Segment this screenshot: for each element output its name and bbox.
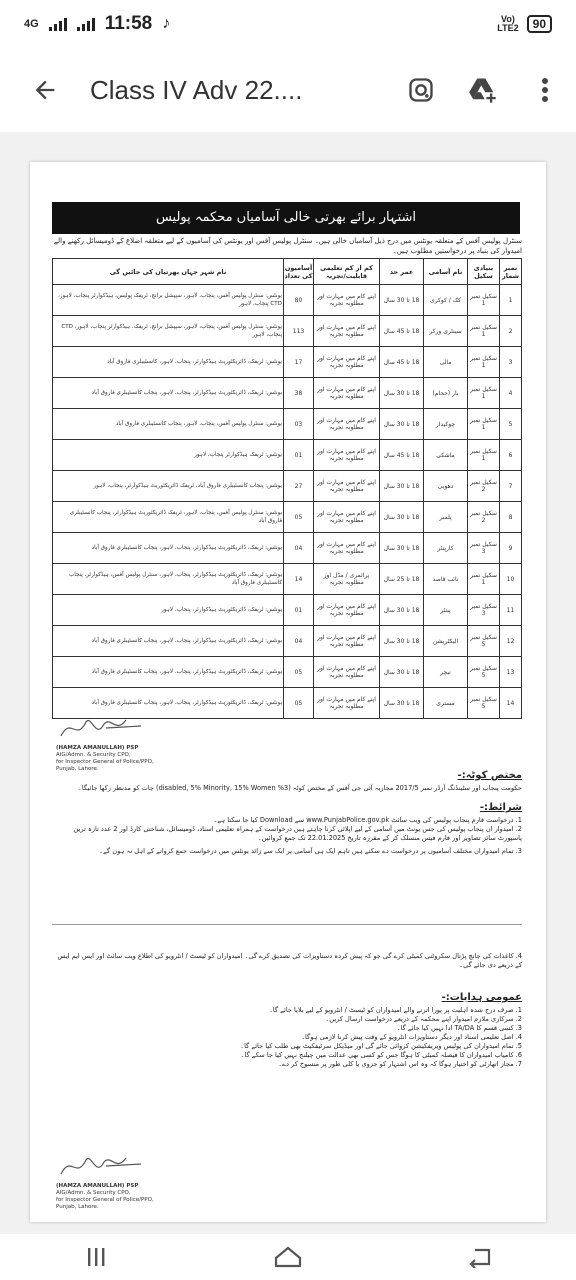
row-qualification: اپنے کام میں مہارت اور مطلوبہ تجربہ: [314, 409, 380, 440]
row-count: 27: [284, 471, 314, 502]
row-post: پینٹر: [424, 595, 468, 626]
row-stations: یونٹس: ٹریفک، ڈائریکٹوریٹ ہیڈکوارٹر، پنجاب، لاہور، پنجاب کانسٹیبلری فاروق آباد: [53, 626, 284, 657]
clock: 11:58: [104, 13, 153, 34]
more-options-button[interactable]: [514, 48, 576, 132]
row-stations: یونٹس: ٹریفک، ڈائریکٹوریٹ ہیڈکوارٹر، پنجاب، لاہور، پنجاب کانسٹیبلری فاروق آباد: [53, 688, 284, 719]
table-row: [53, 471, 522, 502]
col-count: آسامیوں کی تعداد: [284, 259, 314, 285]
row-age: 18 تا 30 سال: [380, 285, 424, 316]
general-2: 2. سرکاری ملازم امیدوار اپنے محکمہ کے ذریعے درخواست ارسال کریں۔: [325, 1015, 522, 1023]
back-button[interactable]: [0, 48, 90, 132]
row-sr: 14: [500, 688, 522, 719]
row-sr: 10: [500, 564, 522, 595]
table-header-row: [53, 259, 522, 285]
general-7: 7. مجاز اتھارٹی کو اختیار ہوگا کہ وہ اس اشتہار کو جزوی یا کلی طور پر منسوخ کر دے۔: [278, 1060, 522, 1068]
status-bar: [0, 0, 576, 48]
col-age: عمر حد: [380, 259, 424, 285]
signer-name: (HAMZA AMANULLAH) PSP: [56, 745, 139, 751]
row-count: 05: [284, 657, 314, 688]
signal-2-icon: [77, 17, 95, 31]
row-age: 18 تا 30 سال: [380, 657, 424, 688]
table-row: [53, 347, 522, 378]
row-scale: سکیل نمبر 1: [468, 378, 500, 409]
row-age: 18 تا 45 سال: [380, 440, 424, 471]
recents-icon: [85, 1246, 107, 1268]
row-stations: یونٹس: سنٹرل پولیس آفس، پنجاب، لاہور، پنجاب کانسٹیبلری فاروق آباد: [53, 409, 284, 440]
row-count: 05: [284, 502, 314, 533]
row-stations: یونٹس: ٹریفک ہیڈکوارٹر پنجاب، لاہور: [53, 440, 284, 471]
status-left: [24, 13, 170, 35]
tiktok-icon: ♪: [162, 15, 171, 32]
row-age: 18 تا 30 سال: [380, 409, 424, 440]
row-sr: 7: [500, 471, 522, 502]
col-post: نام آسامی: [424, 259, 468, 285]
row-stations: یونٹس: ٹریفک، ڈائریکٹوریٹ ہیڈکوارٹر، پنجاب، لاہور، سنٹرل پولیس آفس، ہیڈکوارٹر، پنجاب کانسٹیبلری فاروق آباد: [53, 564, 284, 595]
row-sr: 13: [500, 657, 522, 688]
table-row: [53, 657, 522, 688]
general-instructions: [52, 992, 522, 1069]
table-row: [53, 595, 522, 626]
system-nav-bar: [0, 1234, 576, 1280]
conditions-section: [52, 802, 522, 856]
app-bar: [0, 48, 576, 132]
row-post: الیکٹریشن: [424, 626, 468, 657]
row-scale: سکیل نمبر 2: [468, 471, 500, 502]
nav-back-button[interactable]: [450, 1234, 510, 1280]
signature-scrawl-2-icon: [56, 1152, 146, 1180]
row-scale: سکیل نمبر 1: [468, 564, 500, 595]
row-count: 113: [284, 316, 314, 347]
row-scale: سکیل نمبر 1: [468, 409, 500, 440]
row-stations: یونٹس: سنٹرل پولیس آفس، پنجاب، لاہور، ٹریفک ڈائریکٹوریٹ ہیڈکوارٹر، پنجاب کانسٹیبلری فاروق آباد: [53, 502, 284, 533]
row-sr: 1: [500, 285, 522, 316]
table-row: [53, 440, 522, 471]
row-count: 14: [284, 564, 314, 595]
general-3: 3. کسی قسم کا TA/DA ادا نہیں کیا جائے گا۔: [396, 1024, 522, 1032]
table-row: [53, 564, 522, 595]
document-title: Class IV Adv 22....: [90, 74, 303, 105]
row-qualification: اپنے کام میں مہارت اور مطلوبہ تجربہ: [314, 440, 380, 471]
row-sr: 5: [500, 409, 522, 440]
col-sr: نمبر شمار: [500, 259, 522, 285]
general-4: 4. اصل تعلیمی اسناد اور دیگر دستاویزات انٹرویو کے وقت پیش کرنا لازمی ہوگا۔: [301, 1033, 522, 1041]
row-post: کارپنٹر: [424, 533, 468, 564]
row-scale: سکیل نمبر 5: [468, 657, 500, 688]
google-lens-icon: [407, 76, 435, 104]
row-count: 03: [284, 409, 314, 440]
row-qualification: اپنے کام میں مہارت اور مطلوبہ تجربہ: [314, 533, 380, 564]
row-sr: 8: [500, 502, 522, 533]
condition-3: 3. تمام امیدواران مختلف آسامیوں پر درخواست دے سکتے ہیں تاہم ایک ہی آسامی پر ایک سے زائد یونٹس میں درخواست جمع کروانے کے اہل نہ ہوں گے۔: [99, 847, 522, 855]
row-stations: یونٹس: سنٹرل پولیس آفس، پنجاب، لاہور، سپیشل برانچ، ٹریفک، ہیڈکوارٹر پنجاب، لاہور، CTD پنجاب، لاہور: [53, 316, 284, 347]
row-scale: سکیل نمبر 1: [468, 285, 500, 316]
row-sr: 3: [500, 347, 522, 378]
quota-heading: مختص کوٹہ:-: [457, 770, 522, 781]
row-count: 38: [284, 378, 314, 409]
row-age: 18 تا 30 سال: [380, 533, 424, 564]
row-qualification: اپنے کام میں مہارت اور مطلوبہ تجربہ: [314, 595, 380, 626]
table-row: [53, 409, 522, 440]
row-sr: 12: [500, 626, 522, 657]
row-post: کک / کوکری: [424, 285, 468, 316]
conditions-heading: شرائط:-: [479, 802, 522, 813]
row-sr: 6: [500, 440, 522, 471]
row-age: 18 تا 45 سال: [380, 347, 424, 378]
row-post: مالی: [424, 347, 468, 378]
status-right: [497, 15, 552, 33]
add-to-drive-icon: [468, 76, 498, 104]
ad-heading: اشتہار برائے بھرتی خالی آسامیاں محکمہ پولیس: [52, 202, 520, 234]
row-stations: یونٹس: ٹریفک، ڈائریکٹوریٹ ہیڈکوارٹر، پنجاب، لاہور، پنجاب کانسٹیبلری فاروق آباد: [53, 378, 284, 409]
row-qualification: اپنے کام میں مہارت اور مطلوبہ تجربہ: [314, 657, 380, 688]
row-age: 18 تا 30 سال: [380, 378, 424, 409]
row-age: 18 تا 30 سال: [380, 595, 424, 626]
general-heading: عمومی ہدایات:-: [441, 992, 522, 1003]
table-row: [53, 626, 522, 657]
recents-button[interactable]: [66, 1234, 126, 1280]
row-qualification: اپنے کام میں مہارت اور مطلوبہ تجربہ: [314, 347, 380, 378]
network-type: 4G: [24, 18, 39, 30]
row-age: 18 تا 45 سال: [380, 316, 424, 347]
row-count: 01: [284, 595, 314, 626]
volte-bottom: LTE2: [497, 23, 519, 33]
row-post: نائب قاصد: [424, 564, 468, 595]
quota-text: حکومت پنجاب اور سٹینڈنگ آرڈر نمبر 2017/5 مجاریہ آئی جی آفس کے مختص کوٹہ (3% disabled, 5% Minority, 15% Women) جات کو مدنظر رکھا جائیگا۔: [78, 784, 522, 792]
table-row: [53, 285, 522, 316]
quota-section: [52, 770, 522, 793]
row-scale: سکیل نمبر 1: [468, 316, 500, 347]
signer-bottom-line1: AIG/Admn. & Security CPO,: [56, 1190, 131, 1196]
vacancy-table: [52, 258, 522, 719]
row-age: 18 تا 30 سال: [380, 502, 424, 533]
row-stations: یونٹس: ٹریفک، ڈائریکٹوریٹ ہیڈکوارٹر، پنجاب، لاہور: [53, 595, 284, 626]
row-count: 80: [284, 285, 314, 316]
conditions-cont-section: [52, 952, 522, 970]
row-stations: یونٹس: پنجاب کانسٹیبلری فاروق آباد، ٹریفک ڈائریکٹوریٹ ہیڈکوارٹر، پنجاب، لاہور: [53, 471, 284, 502]
add-to-drive-button[interactable]: [452, 48, 514, 132]
condition-2: 2. امیدوار ان پنجاب پولیس کی جس یونٹ میں آسامی کے لیے اپلائی کرنا چاہتے ہیں درخواست کے ہمراہ تعلیمی اسناد، ڈومیسائل، شناختی کارڈ اور 2 عدد تازہ ترین پاسپورٹ سائز تصاویر اور فارم فیس منسلک کر کے مقررہ تاریخ 22.01.2025 تک جمع کروائیں۔: [73, 825, 522, 842]
row-stations: یونٹس: ٹریفک، ڈائریکٹوریٹ ہیڈکوارٹر، پنجاب، لاہور، پنجاب کانسٹیبلری فاروق آباد: [53, 657, 284, 688]
signer-bottom-line3: Punjab, Lahore.: [56, 1204, 99, 1210]
row-sr: 4: [500, 378, 522, 409]
row-post: ماشکی: [424, 440, 468, 471]
battery-icon: 90: [527, 15, 552, 33]
table-row: [53, 378, 522, 409]
row-scale: سکیل نمبر 3: [468, 595, 500, 626]
row-sr: 9: [500, 533, 522, 564]
signature-scrawl-icon: [56, 714, 146, 742]
col-stations: نام شہر جہاں بھرتیاں کی جائیں گی: [53, 259, 284, 285]
row-count: 01: [284, 440, 314, 471]
arrow-back-icon: [31, 76, 59, 104]
vacancy-rows: [53, 285, 522, 719]
volte-top: Vo): [501, 14, 515, 24]
general-5: 5. تمام امیدواران کی پولیس ویریفکیشن کروائی جائے گی اور میڈیکل سرٹیفکیٹ بھی طلب کیا جائے گا۔: [240, 1042, 522, 1050]
more-vert-icon: [541, 76, 549, 104]
signer-line3: Punjab, Lahore.: [56, 766, 99, 772]
document-viewer[interactable]: [0, 132, 576, 1234]
row-count: 04: [284, 533, 314, 564]
row-count: 05: [284, 688, 314, 719]
signer-bottom-line2: for Inspector General of Police/PPO,: [56, 1197, 154, 1203]
row-qualification: اپنے کام میں مہارت اور مطلوبہ تجربہ: [314, 502, 380, 533]
home-button[interactable]: [258, 1234, 318, 1280]
lens-button[interactable]: [390, 48, 452, 132]
row-qualification: اپنے کام میں مہارت اور مطلوبہ تجربہ: [314, 626, 380, 657]
row-scale: سکیل نمبر 5: [468, 688, 500, 719]
row-age: 18 تا 30 سال: [380, 688, 424, 719]
row-sr: 11: [500, 595, 522, 626]
table-row: [53, 316, 522, 347]
page-break: [52, 924, 522, 925]
signal-icon: [49, 17, 67, 31]
row-age: 18 تا 30 سال: [380, 471, 424, 502]
row-post: پلمبر: [424, 502, 468, 533]
row-stations: یونٹس: سنٹرل پولیس آفس، پنجاب، لاہور، سپیشل برانچ، ٹریفک پولیس، ہیڈکوارٹر پنجاب، لاہور، CTD پنجاب، لاہور: [53, 285, 284, 316]
col-scale: بنیادی سکیل: [468, 259, 500, 285]
row-qualification: اپنے کام میں مہارت اور مطلوبہ تجربہ: [314, 378, 380, 409]
row-scale: سکیل نمبر 5: [468, 626, 500, 657]
signer-line2: for Inspector General of Police/PPO,: [56, 759, 154, 765]
row-qualification: اپنے کام میں مہارت اور مطلوبہ تجربہ: [314, 688, 380, 719]
general-6: 6. کامیاب امیدواران کا فیصلہ کمیٹی کا ہوگا جس کو کسی بھی عدالت میں چیلنج نہیں کیا جا سکے گا۔: [240, 1051, 522, 1059]
signature-block-bottom: [56, 1152, 154, 1211]
row-stations: یونٹس: ٹریفک، ڈائریکٹوریٹ ہیڈکوارٹر، پنجاب، لاہور، پنجاب کانسٹیبلری فاروق آباد: [53, 533, 284, 564]
nav-back-icon: [467, 1246, 493, 1268]
row-scale: سکیل نمبر 2: [468, 502, 500, 533]
table-row: [53, 533, 522, 564]
row-count: 04: [284, 626, 314, 657]
row-scale: سکیل نمبر 1: [468, 347, 500, 378]
row-count: 17: [284, 347, 314, 378]
document-page[interactable]: [30, 162, 546, 1222]
home-icon: [273, 1245, 303, 1269]
row-post: سینٹری ورکر: [424, 316, 468, 347]
signature-block-mid: [56, 714, 154, 773]
signer-name-bottom: (HAMZA AMANULLAH) PSP: [56, 1183, 139, 1189]
row-scale: سکیل نمبر 3: [468, 533, 500, 564]
row-qualification: پرائمری / مڈل اور مطلوبہ تجربہ: [314, 564, 380, 595]
condition-1: 1. درخواست فارم پنجاب پولیس کی ویب سائٹ www.PunjabPolice.gov.pk سے Download کیا جا سکتا ہے۔: [213, 816, 522, 824]
row-post: دھوبی: [424, 471, 468, 502]
row-stations: یونٹس: ٹریفک، ڈائریکٹوریٹ ہیڈکوارٹر، پنجاب، لاہور، کانسٹیبلری فاروق آباد: [53, 347, 284, 378]
row-qualification: اپنے کام میں مہارت اور مطلوبہ تجربہ: [314, 471, 380, 502]
general-1: 1. صرف درج شدہ اہلیت پر پورا اترنے والے امیدواران کو ٹیسٹ / انٹرویو کے لیے بلایا جائے گا۔: [269, 1006, 522, 1014]
condition-4: 4. کاغذات کی جانچ پڑتال سکروٹنی کمیٹی کرے گی جو کہ پیش کردہ دستاویزات کی تصدیق کرے گی۔ امیدواران کو ٹیسٹ / انٹرویو کی اطلاع ویب سائٹ اور ایس ایم ایس کے ذریعے دی جائے گی۔: [57, 952, 522, 969]
row-sr: 2: [500, 316, 522, 347]
row-age: 18 تا 25 سال: [380, 564, 424, 595]
table-row: [53, 502, 522, 533]
row-scale: سکیل نمبر 1: [468, 440, 500, 471]
col-qualification: کم از کم تعلیمی قابلیت/تجربہ: [314, 259, 380, 285]
row-post: نیچر: [424, 657, 468, 688]
row-qualification: اپنے کام میں مہارت اور مطلوبہ تجربہ: [314, 316, 380, 347]
signer-line1: AIG/Admn. & Security CPO,: [56, 752, 131, 758]
ad-intro: سنٹرل پولیس آفس کے متعلقہ یونٹس میں درج ذیل آسامیاں خالی ہیں۔ سنٹرل پولیس آفس اور یونٹس کی آسامیوں کے لیے متعلقہ اضلاع کے ڈومیسائل رکھنے والے امیدوار کی بنیاد پر درخواستیں مطلوب ہیں۔: [53, 237, 522, 255]
row-post: چوکیدار: [424, 409, 468, 440]
volte-indicator: [497, 15, 518, 33]
row-post: بار (حجام): [424, 378, 468, 409]
row-age: 18 تا 30 سال: [380, 626, 424, 657]
row-post: مستری: [424, 688, 468, 719]
row-qualification: اپنے کام میں مہارت اور مطلوبہ تجربہ: [314, 285, 380, 316]
